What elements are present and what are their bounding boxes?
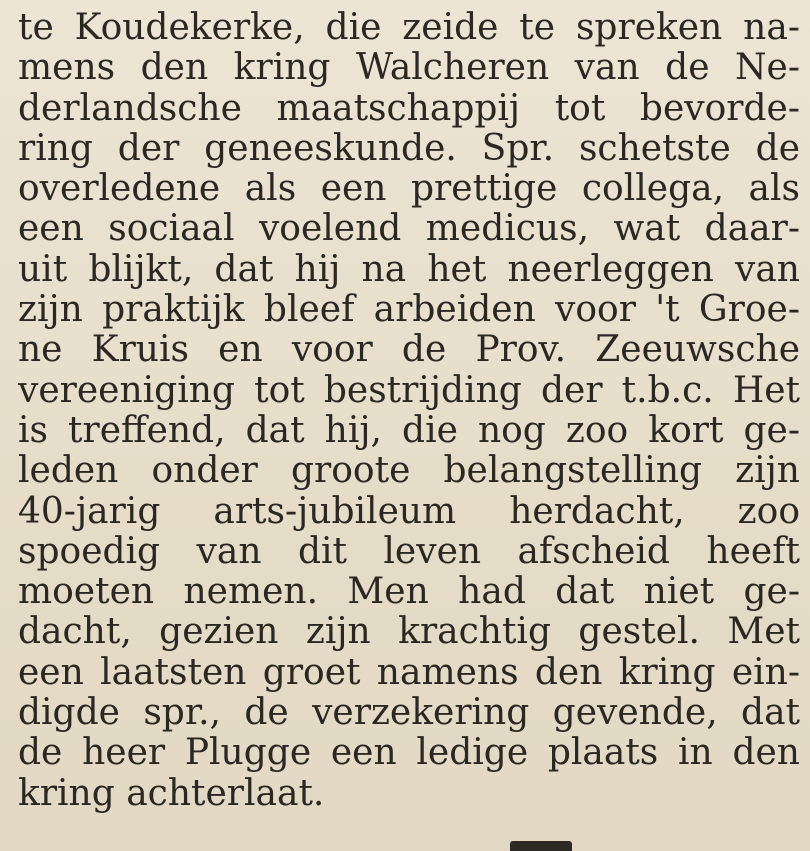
article-line-13: 40-jarig arts-jubileum herdacht, zoo — [18, 491, 800, 532]
article-line-19: de heer Plugge een ledige plaats in den — [18, 733, 800, 774]
article-line-4: ring der geneeskunde. Spr. schetste de — [18, 128, 800, 169]
article-body — [18, 8, 800, 814]
print-mark — [510, 841, 572, 851]
article-line-7: uit blijkt, dat hij na het neerleggen van — [18, 249, 800, 290]
article-line-18: digde spr., de verzekering gevende, dat — [18, 693, 800, 734]
article-line-10: vereeniging tot bestrijding der t.b.c. Het — [18, 370, 800, 411]
article-line-6: een sociaal voelend medicus, wat daar- — [18, 209, 800, 250]
article-line-14: spoedig van dit leven afscheid heeft — [18, 531, 800, 572]
article-line-15: moeten nemen. Men had dat niet ge- — [18, 572, 800, 613]
article-line-17: een laatsten groet namens den kring ein- — [18, 652, 800, 693]
article-line-12: leden onder groote belangstelling zijn — [18, 451, 800, 492]
article-line-11: is treffend, dat hij, die nog zoo kort ge- — [18, 410, 800, 451]
article-line-1: te Koudekerke, die zeide te spreken na- — [18, 8, 800, 48]
article-line-2: mens den kring Walcheren van de Ne- — [18, 48, 800, 89]
article-line-20: kring achterlaat. — [18, 773, 325, 814]
article-line-5: overledene als een prettige collega, als — [18, 169, 800, 210]
article-line-16: dacht, gezien zijn krachtig gestel. Met — [18, 612, 800, 653]
article-line-8: zijn praktijk bleef arbeiden voor 't Groe- — [18, 290, 800, 331]
article-line-3: derlandsche maatschappij tot bevorde- — [18, 88, 800, 129]
article-line-9: ne Kruis en voor de Prov. Zeeuwsche — [18, 330, 800, 371]
